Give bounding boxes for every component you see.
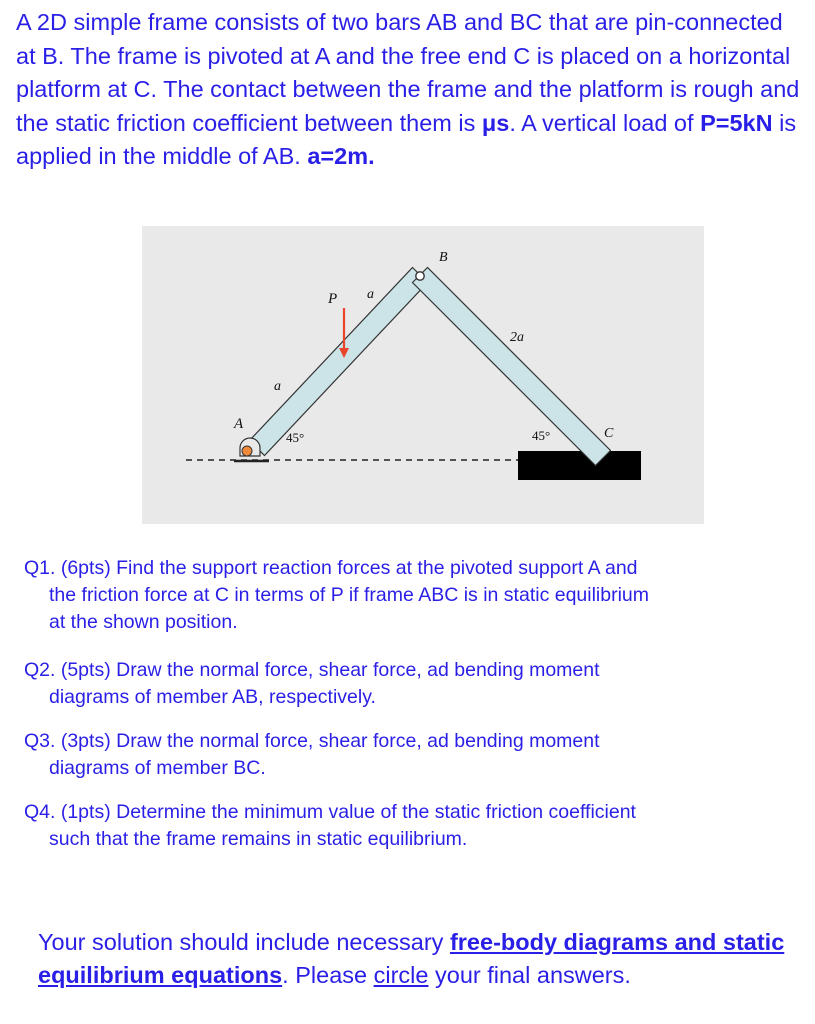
question-1-line-3: at the shown position. — [49, 611, 238, 633]
intro-text-2: . A vertical load of — [509, 109, 701, 136]
pin-B-icon — [416, 272, 424, 280]
footer-text-2: . Please — [282, 962, 374, 988]
question-1-line-1: Q1. (6pts) Find the support reaction forces at the pivoted support A and — [24, 557, 638, 579]
question-1 — [24, 555, 804, 636]
label-C: C — [604, 426, 614, 441]
label-B: B — [439, 250, 448, 265]
footer-emphasis: free-body diagrams and static equilibrium equations — [38, 929, 785, 988]
a-value: a=2m. — [307, 143, 375, 170]
question-2-line-1: Q2. (5pts) Draw the normal force, shear force, ad bending moment — [24, 659, 600, 681]
label-P: P — [328, 291, 338, 307]
platform — [518, 451, 641, 480]
bar-BC — [413, 268, 611, 466]
pin-A-icon — [242, 446, 252, 456]
question-3-line-2: diagrams of member BC. — [49, 757, 266, 779]
intro-text-1: A 2D simple frame consists of two bars AB and BC that are pin-connected at B. The frame is pivoted at A and the free end C is placed on a horizontal platform at C. The contact between the frame and the platform is rough and the static friction coefficient between them is — [16, 9, 800, 136]
question-2 — [24, 657, 804, 711]
question-4 — [24, 799, 804, 853]
angle-A: 45° — [286, 430, 305, 445]
question-4-line-2: such that the frame remains in static equilibrium. — [49, 828, 468, 850]
problem-statement — [16, 6, 806, 174]
intro-text-3: is applied in the middle of AB. — [16, 109, 797, 170]
question-4-line-1: Q4. (1pts) Determine the minimum value of the static friction coefficient — [24, 801, 636, 823]
mu-symbol: μs — [481, 109, 510, 136]
question-1-line-2: the friction force at C in terms of P if frame ABC is in static equilibrium — [49, 584, 650, 606]
frame-figure — [142, 226, 704, 524]
label-2a: 2a — [510, 330, 524, 345]
label-A: A — [234, 416, 244, 432]
footer-circle-word: circle — [373, 962, 429, 988]
label-a-lower: a — [274, 379, 281, 394]
label-a-upper: a — [367, 287, 374, 302]
frame-diagram — [142, 226, 704, 524]
question-3 — [24, 728, 804, 782]
question-3-line-1: Q3. (3pts) Draw the normal force, shear force, ad bending moment — [24, 730, 600, 752]
footer-text-3: your final answers. — [428, 962, 631, 988]
solution-instructions — [38, 926, 798, 992]
bar-AB — [250, 268, 428, 456]
load-value: P=5kN — [700, 109, 773, 136]
angle-C: 45° — [532, 428, 551, 443]
footer-text-1: Your solution should include necessary — [38, 929, 450, 955]
question-2-line-2: diagrams of member AB, respectively. — [49, 686, 376, 708]
